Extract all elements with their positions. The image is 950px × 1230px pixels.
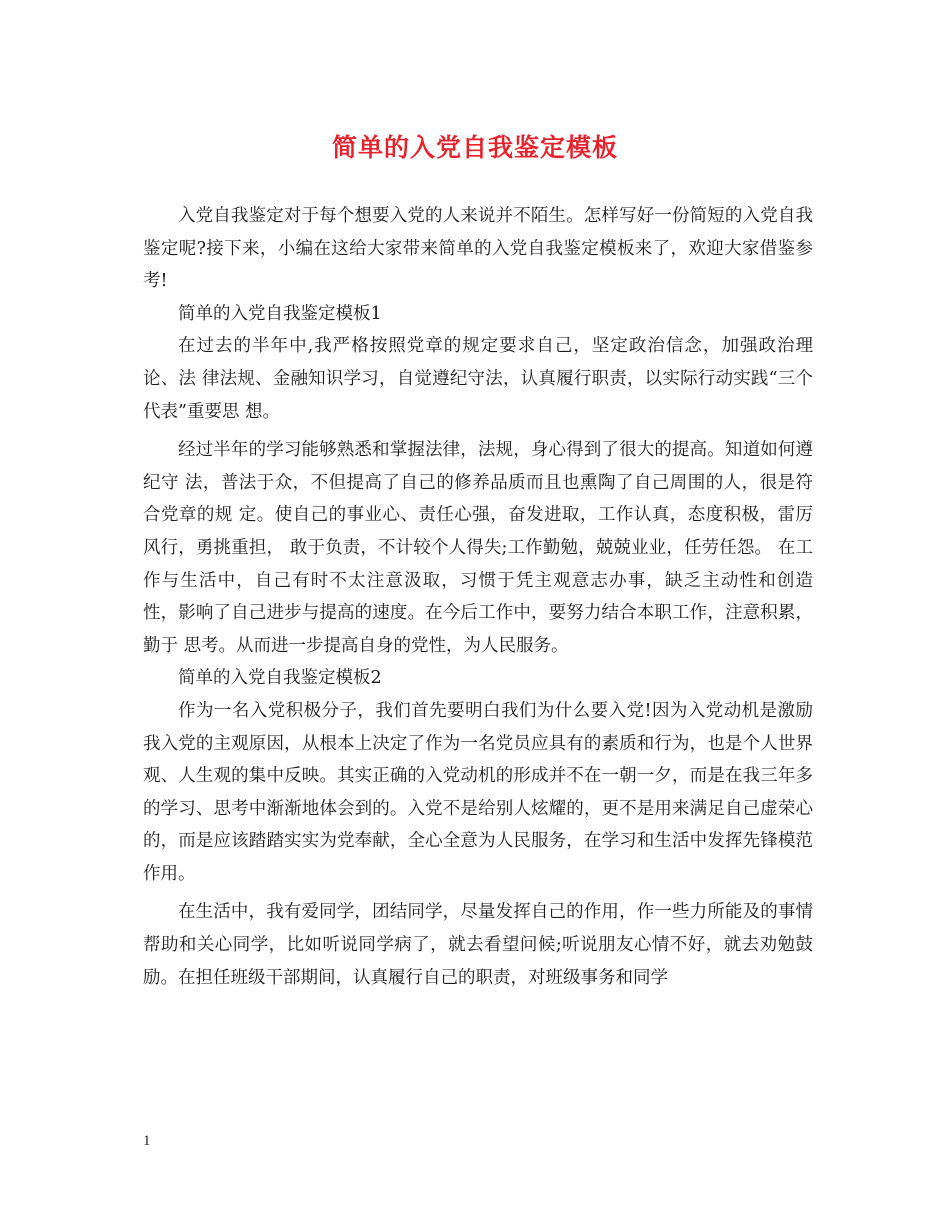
intro-paragraph: 入党自我鉴定对于每个想要入党的人来说并不陌生。怎样写好一份简短的入党自我鉴定呢?接下来，小编在这给大家带来简单的入党自我鉴定模板来了，欢迎大家借鉴参考! bbox=[143, 206, 813, 292]
section-1-paragraph-2: 经过半年的学习能够熟悉和掌握法律，法规，身心得到了很大的提高。知道如何遵纪守 法，普法于众，不但提高了自己的修养品质而且也熏陶了自己周围的人，很是符合党章的规 定。使自己的事业心、责任心强，奋发进取，工作认真，态度积极，雷厉风行，勇挑重担， 敢于负责，不计较个人得失;工作勤勉，兢兢业业，任劳任怨。 在工作与生活中，自己有时不太注意汲取，习惯于凭主观意志办事，缺乏主动性和创造 性，影响了自己进步与提高的速度。在今后工作中，要努力结合本职工作，注意积累，勤于 思考。从而进一步提高自身的党性，为人民服务。 bbox=[143, 440, 813, 656]
section-heading-2: 简单的入党自我鉴定模板2 bbox=[178, 668, 382, 689]
section-1-paragraph-1: 在过去的半年中,我严格按照党章的规定要求自己，坚定政治信念，加强政治理论、法 律法规、金融知识学习，自觉遵纪守法，认真履行职责，以实际行动实践“三个代表”重要思 想。 bbox=[143, 336, 813, 422]
section-2-paragraph-2: 在生活中，我有爱同学，团结同学，尽量发挥自己的作用，作一些力所能及的事情帮助和关心同学，比如听说同学病了，就去看望问候;听说朋友心情不好，就去劝勉鼓励。在担任班级干部期间，认真履行自己的职责，对班级事务和同学 bbox=[143, 902, 813, 988]
section-2-paragraph-1: 作为一名入党积极分子，我们首先要明白我们为什么要入党!因为入党动机是激励我入党的主观原因，从根本上决定了作为一名党员应具有的素质和行为，也是个人世界观、人生观的集中反映。其实正确的入党动机的形成并不在一朝一夕，而是在我三年多的学习、思考中渐渐地体会到的。入党不是给别人炫耀的，更不是用来满足自己虚荣心的，而是应该踏踏实实为党奉献，全心全意为人民服务，在学习和生活中发挥先锋模范作用。 bbox=[143, 700, 813, 884]
document-body bbox=[143, 200, 813, 994]
document-title: 简单的入党自我鉴定模板 bbox=[331, 133, 618, 162]
section-heading-1: 简单的入党自我鉴定模板1 bbox=[178, 303, 382, 324]
page-number: 1 bbox=[143, 1133, 151, 1149]
